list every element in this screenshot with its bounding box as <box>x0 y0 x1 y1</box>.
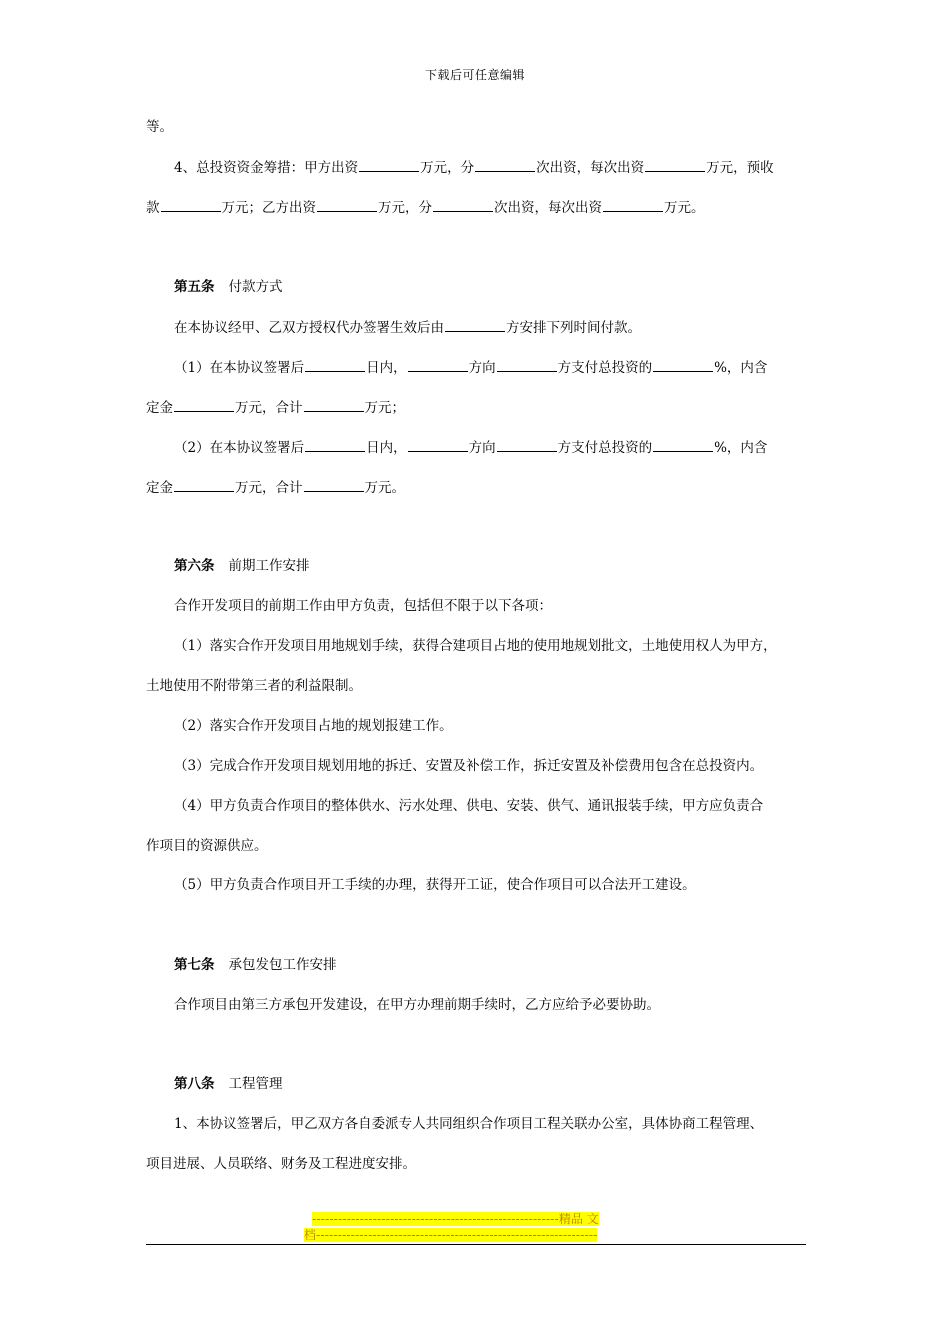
text: 方安排下列时间付款。 <box>506 320 641 336</box>
blank-field[interactable] <box>304 398 364 412</box>
text: 万元，合计 <box>235 400 303 416</box>
footer-watermark-line2 <box>0 1227 950 1243</box>
article-title: 工程管理 <box>228 1076 283 1092</box>
section-heading <box>174 557 310 575</box>
text: 款 <box>146 200 160 216</box>
text: （1）在本协议签署后 <box>174 360 305 376</box>
text: （2）落实合作开发项目占地的规划报建工作。 <box>174 718 453 734</box>
article-title: 承包发包工作安排 <box>228 957 337 973</box>
text: 万元，分 <box>378 200 432 216</box>
text: 万元； <box>364 400 405 416</box>
blank-field[interactable] <box>603 198 663 212</box>
text: 合作项目由第三方承包开发建设，在甲方办理前期手续时，乙方应给予必要协助。 <box>174 997 660 1013</box>
paragraph-line <box>174 318 641 337</box>
article-number: 第五条 <box>174 279 215 295</box>
text: 土地使用不附带第三者的利益限制。 <box>146 678 362 694</box>
text: 方支付总投资的 <box>557 360 653 376</box>
blank-field[interactable] <box>433 198 493 212</box>
text: 定金 <box>146 400 173 416</box>
paragraph-line <box>174 438 767 457</box>
text: 日内， <box>366 440 407 456</box>
blank-field[interactable] <box>445 318 505 332</box>
text: （1）落实合作开发项目用地规划手续，获得合建项目占地的使用地规划批文，土地使用权人为甲方， <box>174 638 777 654</box>
blank-field[interactable] <box>408 438 468 452</box>
blank-field[interactable] <box>359 158 419 172</box>
text: 方向 <box>468 360 496 376</box>
paragraph-line <box>146 478 405 497</box>
article-number: 第六条 <box>174 558 215 574</box>
footer-watermark-line1 <box>0 1211 950 1227</box>
text: 合作开发项目的前期工作由甲方负责，包括但不限于以下各项： <box>174 598 552 614</box>
blank-field[interactable] <box>305 438 365 452</box>
text: （5）甲方负责合作项目开工手续的办理，获得开工证，使合作项目可以合法开工建设。 <box>174 877 696 893</box>
text: 万元，分 <box>420 160 475 176</box>
footer-divider <box>146 1244 806 1245</box>
text: 万元，预收 <box>706 160 774 176</box>
blank-field[interactable] <box>408 358 468 372</box>
paragraph-line <box>174 1115 763 1133</box>
blank-field[interactable] <box>653 358 713 372</box>
text: %，内含 <box>714 440 768 456</box>
blank-field[interactable] <box>161 198 221 212</box>
paragraph-line <box>174 717 453 735</box>
blank-field[interactable] <box>645 158 705 172</box>
paragraph-line <box>146 837 268 855</box>
blank-field[interactable] <box>305 358 365 372</box>
blank-field[interactable] <box>174 478 234 492</box>
blank-field[interactable] <box>174 398 234 412</box>
paragraph-line <box>146 1155 416 1173</box>
section-heading <box>174 956 337 974</box>
text: 日内， <box>366 360 407 376</box>
blank-field[interactable] <box>475 158 535 172</box>
page-header: 下载后可任意编辑 <box>424 68 525 82</box>
article-title: 付款方式 <box>228 279 283 295</box>
text: 万元，合计 <box>235 480 303 496</box>
text: （4）甲方负责合作项目的整体供水、污水处理、供电、安装、供气、通讯报装手续，甲方应负责合 <box>174 798 764 814</box>
text: 项目进展、人员联络、财务及工程进度安排。 <box>146 1156 416 1172</box>
article-number: 第七条 <box>174 957 215 973</box>
blank-field[interactable] <box>497 358 557 372</box>
text: 等。 <box>146 119 173 135</box>
blank-field[interactable] <box>653 438 713 452</box>
section-heading <box>174 278 283 296</box>
section-heading <box>174 1075 283 1093</box>
text: %，内含 <box>714 360 768 376</box>
text: （2）在本协议签署后 <box>174 440 305 456</box>
text: 在本协议经甲、乙双方授权代办签署生效后由 <box>174 320 444 336</box>
article-title: 前期工作安排 <box>228 558 310 574</box>
text: 万元。 <box>664 200 705 216</box>
text: （3）完成合作开发项目规划用地的拆迁、安置及补偿工作，拆迁安置及补偿费用包含在总投资内。 <box>174 758 764 774</box>
text: 方向 <box>468 440 496 456</box>
paragraph-line <box>174 757 763 775</box>
text: 次出资，每次出资 <box>536 160 645 176</box>
paragraph-line <box>146 398 405 417</box>
paragraph-line <box>174 797 763 815</box>
paragraph-line <box>174 158 774 177</box>
paragraph-line <box>146 677 362 695</box>
paragraph-line <box>174 996 660 1014</box>
text: 1、本协议签署后，甲乙双方各自委派专人共同组织合作项目工程关联办公室，具体协商工程管理、 <box>174 1116 764 1132</box>
paragraph-line <box>174 597 552 615</box>
text: 4、总投资资金筹措：甲方出资 <box>174 160 359 176</box>
paragraph-line <box>174 637 777 655</box>
text: 方支付总投资的 <box>557 440 653 456</box>
paragraph-line <box>146 118 173 136</box>
article-number: 第八条 <box>174 1076 215 1092</box>
blank-field[interactable] <box>317 198 377 212</box>
footer-text: 档----------------------------------------------------------------- <box>304 1228 598 1242</box>
text: 万元。 <box>364 480 405 496</box>
text: 定金 <box>146 480 173 496</box>
paragraph-line <box>174 876 696 894</box>
text: 作项目的资源供应。 <box>146 838 268 854</box>
paragraph-line <box>146 198 705 217</box>
paragraph-line <box>174 358 767 377</box>
text: 万元；乙方出资 <box>221 200 316 216</box>
blank-field[interactable] <box>304 478 364 492</box>
blank-field[interactable] <box>497 438 557 452</box>
footer-text: ---------------------------------------------------------精品 文 <box>312 1212 599 1226</box>
text: 次出资，每次出资 <box>494 200 602 216</box>
